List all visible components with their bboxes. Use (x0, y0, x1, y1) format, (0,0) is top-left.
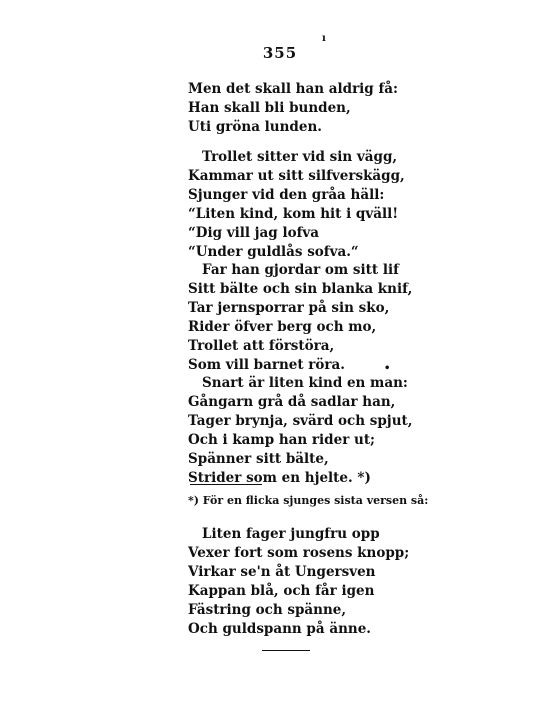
stanza-2 (188, 148, 508, 262)
verse-line: Kappan blå, och får igen (188, 583, 375, 599)
verse-line: “Under guldlås sofva.“ (188, 244, 359, 260)
verse-line: Men det skall han aldrig få: (188, 81, 398, 97)
verse-line: Sitt bälte och sin blanka knif, (188, 281, 413, 297)
verse-line: Virkar se'n åt Ungersven (188, 564, 376, 580)
verse-line: Far han gjordar om sitt lif (202, 262, 399, 278)
verse-line: Trollet sitter vid sin vägg, (202, 149, 398, 165)
end-divider (262, 650, 310, 651)
verse-line: Kammar ut sitt silfverskägg, (188, 168, 405, 184)
verse-line: Och i kamp han rider ut; (188, 432, 376, 448)
footnote-intro: *) För en flicka sjunges sista versen så: (188, 494, 429, 507)
stanza-3 (188, 261, 508, 375)
verse-line: Gångarn grå då sadlar han, (188, 394, 396, 410)
verse-line: Snart är liten kind en man: (202, 375, 408, 391)
verse-line: Tager brynja, svärd och spjut, (188, 413, 413, 429)
verse-line: Uti gröna lunden. (188, 119, 322, 135)
verse-line: Strider som en hjelte. *) (188, 470, 371, 486)
print-speck: ı (322, 33, 326, 44)
verse-line: “Dig vill jag lofva (188, 225, 319, 241)
verse-line: Fästring och spänne, (188, 602, 347, 618)
page-number: 355 (262, 44, 298, 62)
stanza-1 (188, 80, 508, 137)
footnote-divider (190, 484, 262, 485)
verse-line: Sjunger vid den gråa häll: (188, 187, 385, 203)
verse-line: Och guldspann på änne. (188, 621, 371, 637)
verse-line: Trollet att förstöra, (188, 338, 335, 354)
print-speck: • (384, 363, 391, 374)
verse-line: Tar jernsporrar på sin sko, (188, 300, 390, 316)
verse-line: Som vill barnet röra. (188, 357, 345, 373)
verse-line: Vexer fort som rosens knopp; (188, 545, 410, 561)
verse-line: Spänner sitt bälte, (188, 451, 329, 467)
verse-line: “Liten kind, kom hit i qväll! (188, 206, 399, 222)
footnote-verse (188, 525, 508, 639)
verse-line: Han skall bli bunden, (188, 100, 351, 116)
verse-line: Rider öfver berg och mo, (188, 319, 377, 335)
verse-line: Liten fager jungfru opp (202, 526, 380, 542)
stanza-4 (188, 374, 508, 488)
